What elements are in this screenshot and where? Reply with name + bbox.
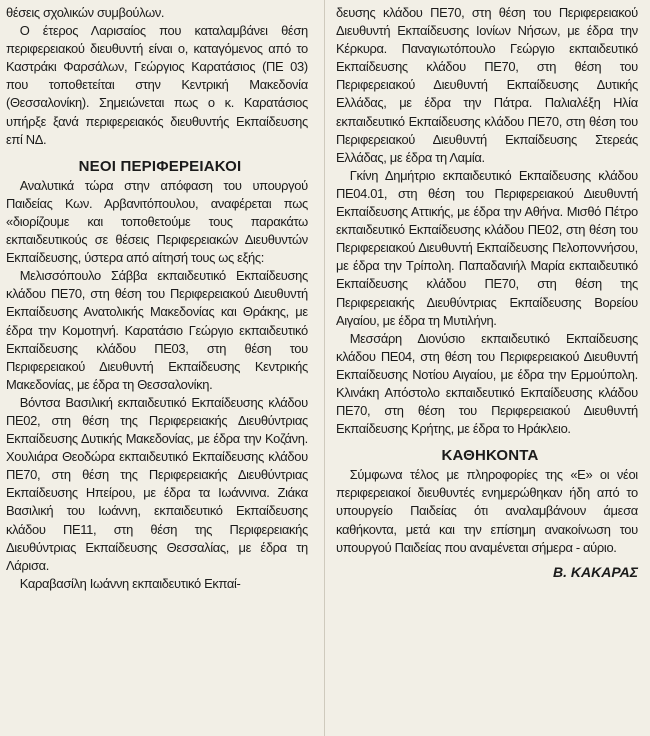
paragraph: Μεσσάρη Διονύσιο εκπαιδευτικό Εκπαίδευσης κλάδου ΠΕ04, στη θέση του Περιφερειακού Διευθυντή Εκπαίδευσης Νοτίου Αιγαίου, με έδρα την Ερμούπολη. Κλινάκη Απόστολο εκπαιδευτικό Εκπαίδευσης κλάδου ΠΕ70, στη θέση του Περιφερειακού Διευθυντή Εκπαίδευσης Κρήτης, με έδρα το Ηράκλειο. [336, 330, 638, 437]
paragraph: Μελισσόπουλο Σάββα εκπαιδευτικό Εκπαίδευσης κλάδου ΠΕ70, στη θέση του Περιφερειακού Διευθυντή Εκπαίδευσης Ανατολικής Μακεδονίας και Θράκης, με έδρα την Κομοτηνή. Καρατάσιο Γεώργιο εκπαιδευτικό Εκπαίδευσης κλάδου ΠΕ03, στη θέση του Περιφερειακού Διευθυντή Εκπαίδευσης Κεντρικής Μακεδονίας, με έδρα τη Θεσσαλονίκη. [6, 268, 308, 392]
paragraph: δευσης κλάδου ΠΕ70, στη θέση του Περιφερειακού Διευθυντή Εκπαίδευσης Ιονίων Νήσων, με έδρα την Κέρκυρα. Παναγιωτόπουλο Γεώργιο εκπαιδευτικό Εκπαίδευσης κλάδου ΠΕ70, στη θέση του Περιφερειακού Διευθυντή Εκπαίδευσης Δυτικής Ελλάδας, με έδρα την Πάτρα. Παλιαλέξη Ηλία εκπαιδευτικό Εκπαίδευσης κλάδου ΠΕ70, στη θέση του Περιφερειακού Διευθυντή Εκπαίδευσης Στερεάς Ελλάδας, με έδρα τη Λαμία. [336, 5, 638, 165]
paragraph: Βόντσα Βασιλική εκπαιδευτικό Εκπαίδευσης κλάδου ΠΕ02, στη θέση της Περιφερειακής Διευθύντριας Εκπαίδευσης Δυτικής Μακεδονίας, με έδρα την Κοζάνη. Χουλιάρα Θεοδώρα εκπαιδευτικό Εκπαίδευσης κλάδου ΠΕ70, στη θέση της Περιφερειακής Διευθύντριας Εκπαίδευσης Ηπείρου, με έδρα τα Ιωάννινα. Ζιάκα Βασιλική του Ιωάννη, εκπαιδευτικό Εκπαίδευσης κλάδου ΠΕ11, στη θέση της Περιφερειακής Διευθύντριας Εκπαίδευσης Θεσσαλίας, με έδρα τη Λάρισα. [6, 394, 308, 573]
section-heading: ΚΑΘΗΚΟΝΤΑ [441, 447, 539, 465]
paragraph: Ο έτερος Λαρισαίος που καταλαμβάνει θέση περιφερειακού διευθυντή είναι ο, καταγόμενος από το Καστράκι Φαρσάλων, Γεώργιος Καρατάσιος (ΠΕ 03) που τοποθετείται στην Κεντρική Μακεδονία (Θεσσαλονίκη). Σημειώνεται πως ο κ. Καρατάσιος υπήρξε ξανά περιφερειακός διευθυντής Εκπαίδευσης επί ΝΔ. [6, 23, 308, 147]
paragraph: Σύμφωνα τέλος με πληροφορίες της «Ε» οι νέοι περιφερειακοί διευθυντές ενημερώθηκαν ήδη από το υπουργείο Παιδείας ότι αναλαμβάνουν άμεσα καθήκοντα, μετά και την επίσημη ανακοίνωση του υπουργού Παιδείας που αναμένεται σήμερα - αύριο. [336, 467, 638, 555]
author-signature: Β. ΚΑΚΑΡΑΣ [552, 563, 638, 580]
left-column [6, 4, 314, 593]
paragraph: Αναλυτικά τώρα στην απόφαση του υπουργού Παιδείας Κων. Αρβανιτόπουλου, αναφέρεται πως «διορίζουμε και τοποθετούμε τους παρακάτω εκπαιδευτικούς σε θέσεις Περιφερειακών Διευθυντών Εκπαίδευσης, ύστερα από αίτησή τους ως εξής: [6, 177, 308, 266]
right-column [336, 4, 644, 581]
column-gutter [324, 0, 325, 736]
paragraph: Καραβασίλη Ιωάννη εκπαιδευτικό Εκπαί- [19, 575, 241, 591]
section-heading: ΝΕΟΙ ΠΕΡΙΦΕΡΕΙΑΚΟΙ [78, 157, 242, 175]
paragraph: θέσεις σχολικών συμβούλων. [6, 5, 165, 20]
paragraph: Γκίνη Δημήτριο εκπαιδευτικό Εκπαίδευσης κλάδου ΠΕ04.01, στη θέση του Περιφερειακού Διευθυντή Εκπαίδευσης Αττικής, με έδρα την Αθήνα. Μισθό Πέτρο εκπαιδευτικό Εκπαίδευσης κλάδου ΠΕ02, στη θέση του Περιφερειακού Διευθυντή Εκπαίδευσης Πελοποννήσου, με έδρα την Τρίπολη. Παπαδανιήλ Μαρία εκπαιδευτικό Εκπαίδευσης κλάδου ΠΕ70, στη θέση της Περιφερειακής Διευθύντριας Εκπαίδευσης Βορείου Αιγαίου, με έδρα τη Μυτιλήνη. [336, 167, 638, 328]
